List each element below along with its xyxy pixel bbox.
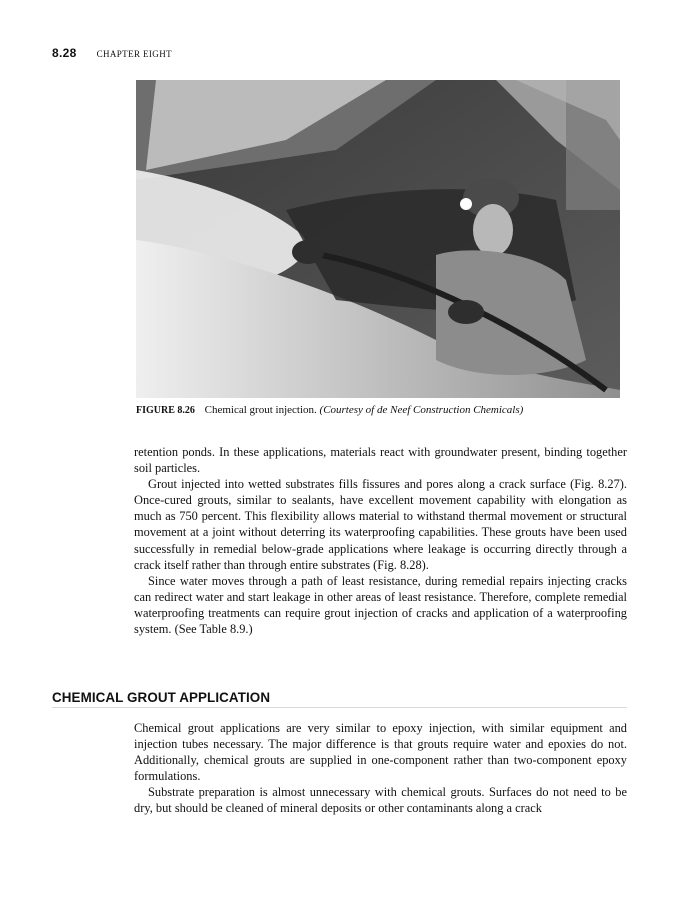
paragraph: Chemical grout applications are very similar to epoxy injection, with similar equipment and injection tubes necessary. The major difference is that grouts require water and epoxies do not. Additionally, chemical grouts are supplied in one-component rather than two-component epoxy formulations. (134, 721, 627, 784)
figure-photo (136, 80, 620, 398)
running-header (52, 46, 172, 60)
figure-credit: (Courtesy of de Neef Construction Chemicals) (319, 404, 524, 416)
page-number: 8.28 (52, 46, 77, 60)
body-text (134, 444, 627, 637)
paragraph: Grout injected into wetted substrates fills fissures and pores along a crack surface (Fig. 8.27). Once-cured grouts, similar to sealants, have excellent movement capability with elongation as much as 750 percent. This flexibility allows material to withstand thermal movement or structural movement at a joint without deterring its waterproofing capabilities. These grouts have been used successfully in remedial below-grade applications where leakage is occurring directly through a crack itself rather than through entire substrates (Fig. 8.28). (134, 477, 627, 572)
figure-caption (136, 404, 523, 416)
figure-label: FIGURE 8.26 (136, 405, 195, 416)
section-body (134, 720, 627, 817)
paragraph: Substrate preparation is almost unnecessary with chemical grouts. Surfaces do not need to be dry, but should be cleaned of mineral deposits or other contaminants along a crack (134, 785, 627, 816)
paragraph: retention ponds. In these applications, materials react with groundwater present, binding together soil particles. (134, 445, 627, 476)
chapter-title: CHAPTER EIGHT (96, 49, 173, 59)
paragraph: Since water moves through a path of least resistance, during remedial repairs injecting cracks can redirect water and start leakage in other areas of least resistance. Therefore, complete remedial waterproofing treatments can require grout injection of cracks and application of a waterproofing system. (See Table 8.9.) (134, 573, 627, 637)
section-heading: CHEMICAL GROUT APPLICATION (52, 690, 627, 708)
figure-caption-text: Chemical grout injection. (204, 404, 317, 416)
